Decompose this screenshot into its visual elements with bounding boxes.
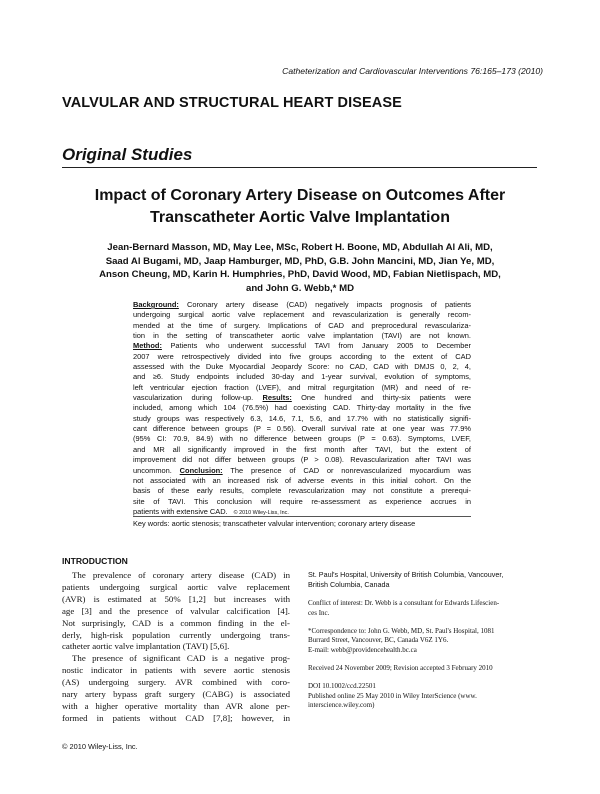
- intro-line: derly, high-risk population currently undergoing trans-: [62, 629, 290, 640]
- abstract-line: [133, 414, 471, 424]
- abstract-line: [133, 403, 471, 413]
- abstract-text: site of TAVI. This conclusion will require re-assessment as experience accrues in: [133, 496, 471, 506]
- affiliation: [308, 570, 546, 590]
- abstract-line: [133, 445, 471, 455]
- abstract-line: [133, 341, 471, 351]
- abstract-line: [133, 321, 471, 331]
- abstract-section-label: Background:: [133, 300, 179, 309]
- intro-line: patients undergoing surgical aortic valve replacement: [62, 581, 290, 592]
- abstract-text: One hundred and thirty-six patients were: [291, 393, 471, 403]
- conflict-line: ces Inc.: [308, 608, 330, 617]
- intro-line: nostic indicator in patients with severe aortic stenosis: [62, 665, 290, 676]
- abstract-line: [133, 497, 471, 507]
- author-line: Jean-Bernard Masson, MD, May Lee, MSc, Robert H. Boone, MD, Abdullah Al Ali, MD,: [107, 242, 493, 253]
- abstract-line: [133, 393, 471, 403]
- author-line: and John G. Webb,* MD: [245, 282, 355, 294]
- footnotes-column: [308, 570, 546, 719]
- abstract: [133, 300, 471, 518]
- intro-line: age [3] and the presence of valvular calcification [4].: [62, 605, 290, 616]
- subsection-heading: Original Studies: [62, 145, 193, 164]
- received-line: Received 24 November 2009; Revision accepted 3 February 2010: [308, 663, 493, 672]
- intro-line: nary artery bypass graft surgery (CABG) is associated: [62, 689, 290, 700]
- abstract-text: cant difference between groups (P = 0.56). Overall survival rate at one year was 77.9%: [133, 424, 471, 434]
- abstract-line: [133, 455, 471, 465]
- abstract-text: not associated with an increased risk of adverse events in this initial cohort. On the: [133, 475, 471, 485]
- abstract-line: [133, 310, 471, 320]
- doi-info: [308, 682, 546, 711]
- author-line: Anson Cheung, MD, Karin H. Humphries, PhD, David Wood, MD, Fabian Nietlispach, MD,: [99, 269, 501, 281]
- abstract-line: [133, 383, 471, 393]
- abstract-section-label: Conclusion:: [179, 465, 223, 475]
- abstract-text: 2007 were retrospectively divided into five groups according to the extent of CAD: [133, 351, 471, 361]
- abstract-line: [133, 362, 471, 372]
- abstract-rule: [133, 516, 471, 517]
- received-dates: [308, 664, 546, 674]
- abstract-text: tion in the setting of transcatheter aortic valve implantation (TAVI) are not known.: [133, 331, 471, 341]
- intro-line: catheter aortic valve implantation (TAVI) [5,6].: [62, 641, 230, 652]
- abstract-line: [133, 486, 471, 496]
- abstract-text: Coronary artery disease (CAD) negatively impacts prognosis of patients: [178, 300, 471, 309]
- abstract-line: [133, 476, 471, 486]
- abstract-section-label: Results:: [262, 393, 292, 403]
- abstract-line: [133, 466, 471, 476]
- intro-line: The prevalence of coronary artery disease (CAD) in: [72, 570, 290, 580]
- introduction-body: [62, 570, 290, 725]
- section-heading: VALVULAR AND STRUCTURAL HEART DISEASE: [62, 95, 402, 111]
- abstract-text: included, among which 104 (76.5%) had coexisting CAD. Thirty-day mortality in the five: [133, 403, 471, 413]
- conflict-of-interest: [308, 599, 546, 618]
- abstract-text: patients with extensive CAD.: [133, 506, 228, 516]
- conflict-line: Conflict of interest: Dr. Webb is a consultant for Edwards Lifescien-: [308, 598, 500, 607]
- intro-line: with a higher operative mortality than AVR alone per-: [62, 700, 290, 711]
- abstract-text: and MR all significantly improved in the first month after TAVI, but the extent of: [133, 444, 471, 454]
- abstract-text: improvement did not differ between groups (P > 0.08). Revascularization after TAVI was: [133, 455, 471, 465]
- abstract-text: mended at the time of surgery. Implications of CAD and preprocedural revasculariza-: [133, 320, 471, 330]
- intro-line: Not surprisingly, CAD is a common finding in the el-: [62, 617, 290, 628]
- abstract-line: [133, 372, 471, 382]
- correspondence-line: Burrard Street, Vancouver, BC, Canada V6Z 1Y6.: [308, 636, 449, 645]
- abstract-text: The presence of CAD or nonrevascularized myocardium was: [222, 465, 471, 475]
- intro-line: The presence of significant CAD is a negative prog-: [72, 653, 290, 664]
- abstract-text: Patients who underwent successful TAVI from January 2005 to December: [161, 341, 471, 351]
- intro-line: (AVR) is estimated at 50% [1,2] but increases with: [62, 593, 290, 604]
- keywords: Key words: aortic stenosis; transcatheter valvular intervention; coronary artery disease: [133, 519, 416, 528]
- abstract-text: and ≥6. Study endpoints included 30-day and 1-year survival, evolution of symptoms,: [133, 372, 471, 382]
- abstract-text: uncommon.: [133, 465, 180, 475]
- title-line: Transcatheter Aortic Valve Implantation: [150, 209, 450, 226]
- affiliation-line: British Columbia, Canada: [308, 580, 390, 590]
- intro-line: formed in patients without CAD [7,8]; however, in: [62, 712, 290, 723]
- author-list: [62, 241, 538, 295]
- subsection-rule: [62, 167, 537, 168]
- author-line: Saad Al Bugami, MD, Jaap Hamburger, MD, PhD, G.B. John Mancini, MD, Jian Ye, MD,: [105, 255, 495, 267]
- abstract-text: undergoing surgical aortic valve replacement and revascularization is generally recom-: [133, 310, 471, 320]
- abstract-text: basis of these early results, complete revascularization may not constitute a prerequi-: [133, 486, 471, 496]
- correspondence-line: *Correspondence to: John G. Webb, MD, St. Paul's Hospital, 1081: [308, 626, 495, 635]
- doi-line: interscience.wiley.com): [308, 701, 375, 710]
- abstract-line: [133, 352, 471, 362]
- journal-citation: Catheterization and Cardiovascular Interventions 76:165–173 (2010): [282, 66, 543, 76]
- correspondence: [308, 627, 546, 656]
- introduction-heading: INTRODUCTION: [62, 556, 128, 566]
- abstract-text: left ventricular ejection fraction (LVEF), and mitral regurgitation (MR) and need of re-: [133, 382, 471, 392]
- abstract-copyright: © 2010 Wiley-Liss, Inc.: [233, 509, 289, 516]
- abstract-line: [133, 434, 471, 444]
- article-title: [62, 185, 538, 229]
- abstract-line: [133, 424, 471, 434]
- title-line: Impact of Coronary Artery Disease on Outcomes After: [94, 187, 506, 204]
- abstract-line: [133, 331, 471, 341]
- correspondence-email: E-mail: webb@providencehealth.bc.ca: [308, 645, 417, 654]
- abstract-line: [133, 300, 471, 310]
- abstract-text: (95% CI: 70.9, 84.9) with no difference between groups (P = 0.63). Symptoms, LVEF,: [133, 434, 471, 444]
- intro-line: (AS) undergoing surgery. AVR combined with coro-: [62, 677, 290, 688]
- abstract-text: study groups was respectively 6.3, 14.6, 7.1, 5.6, and 17.7% with no statistically signifi-: [133, 413, 471, 423]
- abstract-section-label: Method:: [133, 341, 162, 351]
- affiliation-line: St. Paul's Hospital, University of British Columbia, Vancouver,: [308, 570, 504, 579]
- copyright: © 2010 Wiley-Liss, Inc.: [62, 742, 138, 751]
- abstract-text: assessed with the Duke Myocardial Jeopardy Score: no CAD, CAD with DMJS 0, 2, 4,: [133, 362, 471, 372]
- abstract-text: vascularization during follow-up.: [133, 393, 263, 403]
- doi-line: Published online 25 May 2010 in Wiley InterScience (www.: [308, 691, 477, 700]
- doi-line: DOI 10.1002/ccd.22501: [308, 681, 376, 690]
